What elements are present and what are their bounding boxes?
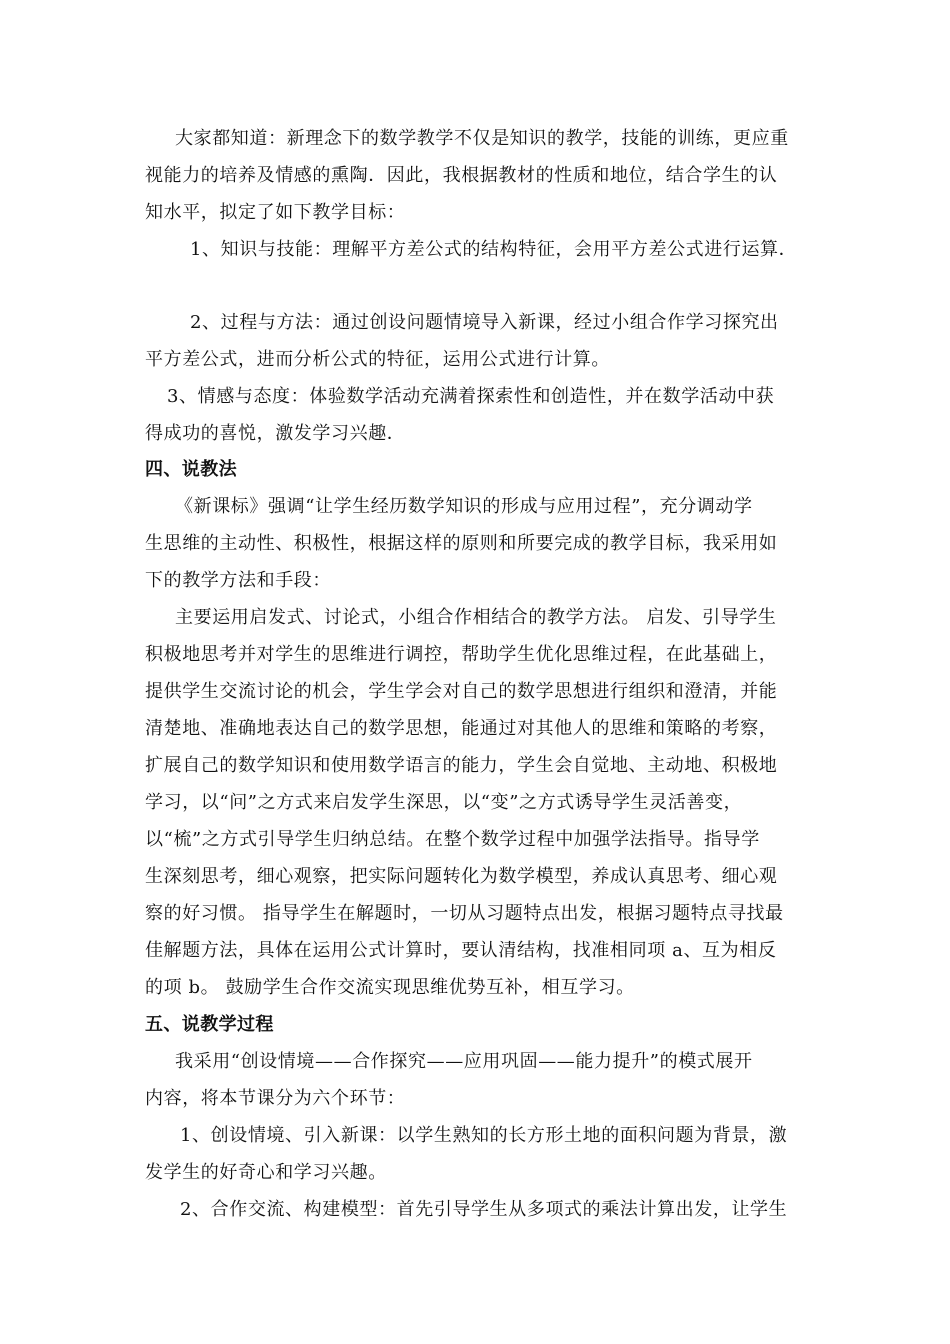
text-line: 佳解题方法，具体在运用公式计算时，要认清结构，找准相同项 a、互为相反 (145, 940, 777, 961)
text-line: 学习，以“问”之方式来启发学生深思，以“变”之方式诱导学生灵活善变， (145, 792, 743, 813)
text-line: 3、情感与态度：体验数学活动充满着探索性和创造性，并在数学活动中获 (167, 386, 775, 407)
text-line: 得成功的喜悦，激发学习兴趣． (145, 423, 406, 444)
text-line: 视能力的培养及情感的熏陶．因此，我根据教材的性质和地位，结合学生的认 (145, 165, 778, 186)
text-line: 生深刻思考，细心观察，把实际问题转化为数学模型，养成认真思考、细心观 (145, 866, 778, 887)
text-line: 平方差公式，进而分析公式的特征，运用公式进行计算。 (145, 349, 610, 370)
text-line: 《新课标》强调“让学生经历数学知识的形成与应用过程”，充分调动学 (175, 496, 753, 517)
section-heading: 五、说教学过程 (145, 1014, 274, 1035)
text-line: 生思维的主动性、积极性，根据这样的原则和所要完成的教学目标，我采用如 (145, 533, 778, 554)
text-line: 下的教学方法和手段： (145, 570, 331, 591)
text-line: 1、创设情境、引入新课：以学生熟知的长方形土地的面积问题为背景，激 (180, 1125, 788, 1146)
text-line: 以“梳”之方式引导学生归纳总结。在整个数学过程中加强学法指导。指导学 (145, 829, 760, 850)
text-line: 1、知识与技能：理解平方差公式的结构特征，会用平方差公式进行运算． (190, 239, 798, 260)
text-line: 扩展自己的数学知识和使用数学语言的能力，学生会自觉地、主动地、积极地 (145, 755, 778, 776)
text-line: 积极地思考并对学生的思维进行调控，帮助学生优化思维过程，在此基础上， (145, 644, 778, 665)
text-line: 发学生的好奇心和学习兴趣。 (145, 1162, 387, 1183)
text-line: 2、合作交流、构建模型：首先引导学生从多项式的乘法计算出发，让学生 (180, 1199, 788, 1220)
text-line: 清楚地、准确地表达自己的数学思想，能通过对其他人的思维和策略的考察， (145, 718, 778, 739)
text-line: 察的好习惯。 指导学生在解题时，一切从习题特点出发，根据习题特点寻找最 (145, 903, 784, 924)
text-line: 大家都知道：新理念下的数学教学不仅是知识的教学，技能的训练，更应重 (175, 128, 789, 149)
text-line: 2、过程与方法：通过创设问题情境导入新课，经过小组合作学习探究出 (190, 312, 779, 333)
text-line: 主要运用启发式、讨论式，小组合作相结合的教学方法。 启发、引导学生 (175, 607, 777, 628)
text-line: 知水平，拟定了如下教学目标： (145, 202, 406, 223)
text-line: 内容，将本节课分为六个环节： (145, 1088, 406, 1109)
text-line: 的项 b。 鼓励学生合作交流实现思维优势互补，相互学习。 (145, 977, 635, 998)
text-line: 我采用“创设情境——合作探究——应用巩固——能力提升”的模式展开 (175, 1051, 753, 1072)
text-line: 提供学生交流讨论的机会，学生学会对自己的数学思想进行组织和澄清，并能 (145, 681, 778, 702)
section-heading: 四、说教法 (145, 459, 237, 480)
